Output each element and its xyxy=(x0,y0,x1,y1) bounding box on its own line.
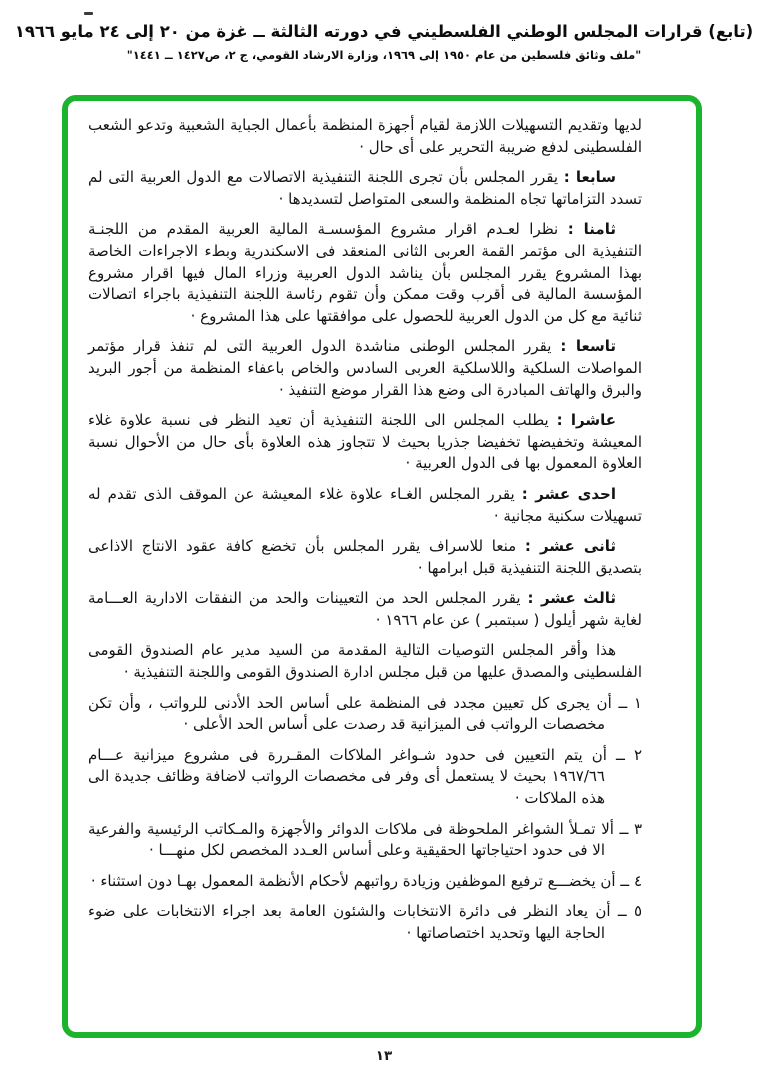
list-item-marker: ١ ــ xyxy=(618,693,642,712)
paragraph-text: هذا وأقر المجلس التوصيات التالية المقدمة من السيد مدير عام الصندوق القومى الفلسطينى والمصدق عليها من قبل مجلس ادارة الصندوق القومى واللجنة التنفيذية · xyxy=(88,641,642,682)
list-item-5 xyxy=(88,901,642,944)
paragraph-eleventh xyxy=(88,484,642,527)
paragraph-lead: تاسعا : xyxy=(560,337,616,356)
highlight-box xyxy=(62,95,702,1038)
paragraph-recommendations-intro xyxy=(88,640,642,683)
scan-artifact-mark xyxy=(84,12,93,15)
paragraph-thirteenth xyxy=(88,588,642,631)
list-item-text: أن يخضـــع ترفيع الموظفين وزيادة رواتبهم لأحكام الأنظمة المعمول بهـا دون استثناء · xyxy=(90,871,616,890)
paragraph-eighth xyxy=(88,219,642,327)
document-title: (تابع) قرارات المجلس الوطني الفلسطيني في دورته الثالثة ــ غزة من ٢٠ إلى ٢٤ مايو ١٩٦٦ xyxy=(14,22,754,41)
paragraph-text: يقرر المجلس الحد من التعيينات والحد من النفقات الادارية العـــامة لغاية شهر أيلول ( سبتمبر ) عن عام ١٩٦٦ · xyxy=(88,589,642,629)
paragraph-text: لديها وتقديم التسهيلات اللازمة لقيام أجهزة المنظمة بأعمال الجباية الشعبية وتدعو الشعب الفلسطينى لدفع ضريبة التحرير على أى حال · xyxy=(88,116,642,156)
list-item-4 xyxy=(88,871,642,893)
paragraph-lead: احدى عشر : xyxy=(521,484,616,503)
paragraph-text: منعا للاسراف يقرر المجلس بأن تخضع كافة عقود الانتاج الاذاعى بتصديق اللجنة التنفيذية قبل ابرامها · xyxy=(88,537,642,577)
document-source-citation: "ملف وثائق فلسطين من عام ١٩٥٠ إلى ١٩٦٩، وزارة الارشاد القومي، ج ٢، ص١٤٢٧ ــ ١٤٤١" xyxy=(126,48,642,62)
paragraph-text: يطلب المجلس الى اللجنة التنفيذية أن تعيد النظر فى نسبة علاوة غلاء المعيشة وتخفيضها تخفيضا جذريا بحيث لا تتجاوز هذه العلاوة بأى حال من الأحوال نسبة العلاوة المعمول بها فى الدول العربية · xyxy=(88,411,642,473)
list-item-marker: ٣ ــ xyxy=(619,819,642,838)
list-item-text: ألا تمـلأ الشواغر الملحوظة فى ملاكات الدوائر والأجهزة والمـكاتب الرئيسية والفرعية الا فى حدود احتياجاتها الحقيقية وعلى أساس العـدد المخصص لكل منهـــا · xyxy=(88,819,614,860)
paragraph-text: يقرر المجلس الغـاء علاوة غلاء المعيشة عن الموقف الذى تقدم له تسهيلات سكنية مجانية · xyxy=(88,484,642,525)
paragraph-twelfth xyxy=(88,536,642,579)
paragraph-continuation xyxy=(88,115,642,158)
paragraph-text: يقرر المجلس بأن تجرى اللجنة التنفيذية الاتصالات مع الدول العربية التى لم تسدد التزاماتها تجاه المنظمة والسعى المتواصل لتسديدها · xyxy=(88,168,642,208)
list-item-text: أن يتم التعيين فى حدود شـواغر الملاكات المقـررة فى مشروع ميزانية عـــام ١٩٦٧/٦٦ بحيث لا يستعمل أى وفر فى مخصصات الرواتب لاضافة وظائف جديدة الى هذه الملاكات · xyxy=(88,745,607,808)
list-item-marker: ٥ ــ xyxy=(617,902,642,921)
paragraph-text: نظرا لعـدم اقرار مشروع المؤسسـة المالية العربية المقدم من اللجنـة التنفيذية الى مؤتمر القمة العربى الثانى المنعقد فى الاسكندرية وبطء الاجراءات الخاصة بهذا المشروع يقرر المجلس بأن يناشد الدول العربية وزراء المال فيها اقرار مشروع المؤسسة المالية فى أقرب وقت ممكن وأن تقوم رئاسة اللجنة التنفيذية باجراء اتصالات ثنائية مع كل من الدول العربية للحصول على موافقتها على هذا المشروع · xyxy=(88,220,642,325)
paragraph-ninth xyxy=(88,336,642,401)
paragraph-lead: ثالث عشر : xyxy=(527,589,616,608)
list-item-3 xyxy=(88,819,642,862)
paragraph-tenth xyxy=(88,410,642,475)
list-item-text: أن يجرى كل تعيين مجدد فى المنظمة على أساس الحد الأدنى للرواتب ، وأن تكن مخصصات الرواتب فى الميزانية قد رصدت على أساس الحد الأعلى · xyxy=(88,693,612,734)
paragraph-text: يقرر المجلس الوطنى مناشدة الدول العربية التى لم تنفذ قرار مؤتمر المواصلات السلكية واللاسلكية العربى السادس والخاص باعفاء المنظمة من أجور البريد والبرق والهاتف المبادرة الى وضع هذا القرار موضع التنفيذ · xyxy=(88,337,642,399)
paragraph-seventh xyxy=(88,167,642,210)
paragraph-lead: عاشرا : xyxy=(556,411,616,430)
list-item-text: أن يعاد النظر فى دائرة الانتخابات والشئون العامة بعد اجراء الانتخابات على ضوء الحاجة اليها وتحديد اختصاصاتها · xyxy=(88,902,611,942)
list-item-marker: ٤ ــ xyxy=(620,871,642,890)
page-header xyxy=(0,22,768,62)
paragraph-lead: ثانى عشر : xyxy=(524,537,616,556)
list-item-2 xyxy=(88,745,642,810)
paragraph-lead: ثامنا : xyxy=(567,220,616,239)
paragraph-lead: سابعا : xyxy=(563,168,616,187)
list-item-marker: ٢ ــ xyxy=(616,745,642,764)
list-item-1 xyxy=(88,693,642,736)
page-number: ١٣ xyxy=(375,1048,393,1064)
